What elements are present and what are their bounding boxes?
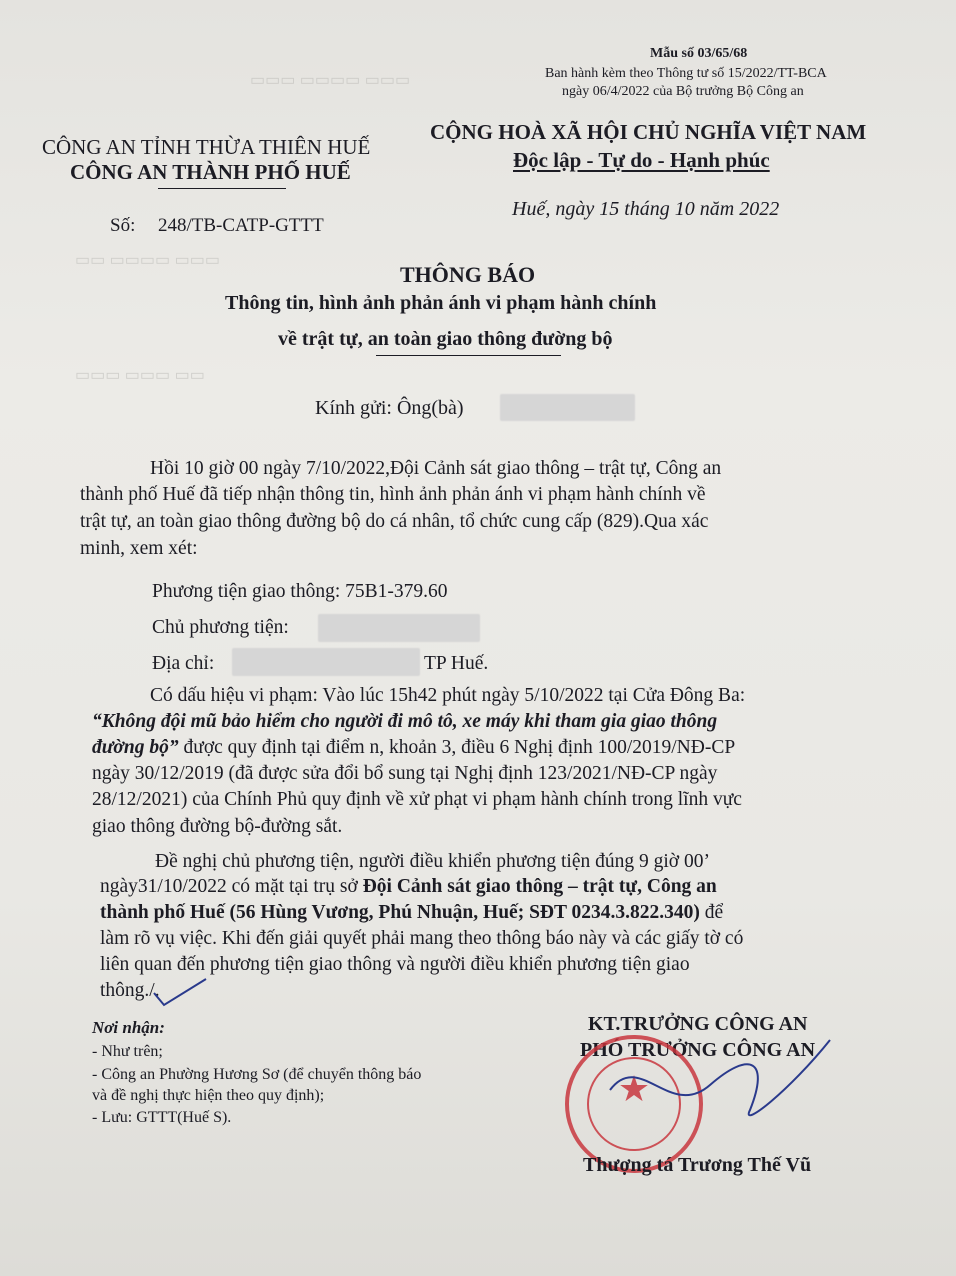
recipient-label: Kính gửi: Ông(bà) — [315, 397, 464, 419]
bleed-through-text: ▭▭▭ ▭▭▭▭ ▭▭▭ — [250, 72, 411, 89]
signature-title-line2: PHÓ TRƯỞNG CÔNG AN — [580, 1039, 816, 1061]
bleed-through-text: ▭▭ ▭▭▭▭ ▭▭▭ — [75, 252, 220, 269]
document-title: THÔNG BÁO — [400, 262, 536, 287]
request-office-address: thành phố Huế (56 Hùng Vương, Phú Nhuận, Huế; SĐT 0234.3.822.340) — [100, 902, 700, 923]
agency-underline — [158, 188, 286, 189]
request-office: Đội Cảnh sát giao thông – trật tự, Công an — [362, 876, 717, 897]
recipients-item: - Lưu: GTTT(Huế S). — [92, 1109, 232, 1126]
violation-quote-end: đường bộ” — [92, 737, 179, 758]
violation-line: giao thông đường bộ-đường sắt. — [92, 816, 343, 837]
nation-heading: CỘNG HOÀ XÃ HỘI CHỦ NGHĨA VIỆT NAM — [430, 120, 867, 144]
request-line: thông./. — [100, 980, 160, 1001]
redacted-recipient-name — [500, 394, 635, 421]
form-reference-line1: Ban hành kèm theo Thông tư số 15/2022/TT-BCA — [545, 66, 827, 81]
request-date-text: ngày31/10/2022 có mặt tại trụ sở — [100, 876, 363, 897]
violation-legal-basis: được quy định tại điểm n, khoản 3, điều 6 Nghị định 100/2019/NĐ-CP — [178, 737, 736, 758]
document-number: 248/TB-CATP-GTTT — [158, 215, 324, 236]
document-subtitle-line1: Thông tin, hình ảnh phản ánh vi phạm hành chính — [225, 292, 657, 314]
title-underline — [376, 355, 561, 356]
recipients-item: - Công an Phường Hương Sơ (để chuyển thông báo — [92, 1066, 422, 1083]
vehicle-plate: Phương tiện giao thông: 75B1-379.60 — [152, 581, 448, 602]
body-paragraph1-line: minh, xem xét: — [80, 538, 198, 559]
document-number-label: Số: — [110, 215, 136, 236]
request-line: làm rõ vụ việc. Khi đến giải quyết phải mang theo thông báo này và các giấy tờ có — [100, 928, 744, 949]
redacted-owner-name — [318, 614, 480, 642]
violation-line — [92, 737, 735, 759]
document-subtitle-line2: về trật tự, an toàn giao thông đường bộ — [278, 328, 613, 350]
recipients-heading: Nơi nhận: — [92, 1018, 165, 1037]
address-city: TP Huế. — [424, 653, 489, 674]
violation-quote: “Không đội mũ bảo hiểm cho người đi mô tô, xe máy khi tham gia giao thông — [92, 711, 718, 732]
place-and-date: Huế, ngày 15 tháng 10 năm 2022 — [512, 198, 780, 220]
request-line — [100, 876, 717, 898]
body-paragraph1-line: thành phố Huế đã tiếp nhận thông tin, hình ảnh phản ánh vi phạm hành chính về — [80, 484, 706, 505]
request-purpose: để — [699, 902, 724, 923]
violation-line: 28/12/2021) của Chính Phủ quy định về xử phạt vi phạm hành chính trong lĩnh vực — [92, 789, 742, 810]
handwritten-signature — [600, 1030, 840, 1150]
request-line: Đề nghị chủ phương tiện, người điều khiển phương tiện đúng 9 giờ 00’ — [155, 851, 710, 872]
form-number: Mẫu số 03/65/68 — [650, 46, 748, 61]
form-reference-line2: ngày 06/4/2022 của Bộ trưởng Bộ Công an — [562, 84, 804, 99]
agency-name: CÔNG AN THÀNH PHỐ HUẾ — [70, 160, 351, 184]
recipients-item: và đề nghị thực hiện theo quy định); — [92, 1087, 325, 1104]
signer-name: Thượng tá Trương Thế Vũ — [583, 1154, 812, 1176]
pen-checkmark — [150, 975, 210, 1010]
body-paragraph1-line: trật tự, an toàn giao thông đường bộ do cá nhân, tổ chức cung cấp (829).Qua xác — [80, 511, 709, 532]
agency-parent: CÔNG AN TỈNH THỪA THIÊN HUẾ — [42, 135, 371, 159]
signature-title-line1: KT.TRƯỞNG CÔNG AN — [588, 1013, 808, 1035]
address-label: Địa chỉ: — [152, 653, 215, 674]
redacted-address — [232, 648, 420, 676]
body-paragraph1-line: Hồi 10 giờ 00 ngày 7/10/2022,Đội Cảnh sát giao thông – trật tự, Công an — [150, 458, 722, 479]
seal-star-icon: ★ — [617, 1069, 651, 1110]
owner-label: Chủ phương tiện: — [152, 617, 289, 638]
bleed-through-text: ▭▭▭ ▭▭▭ ▭▭ — [75, 367, 205, 384]
violation-line: ngày 30/12/2019 (đã được sửa đổi bổ sung tại Nghị định 123/2021/NĐ-CP ngày — [92, 763, 718, 784]
violation-line: Có dấu hiệu vi phạm: Vào lúc 15h42 phút ngày 5/10/2022 tại Cửa Đông Ba: — [150, 685, 746, 706]
recipients-item: - Như trên; — [92, 1043, 163, 1060]
national-motto: Độc lập - Tự do - Hạnh phúc — [513, 148, 770, 172]
request-line: liên quan đến phương tiện giao thông và người điều khiển phương tiện giao — [100, 954, 690, 975]
request-line — [100, 902, 723, 924]
